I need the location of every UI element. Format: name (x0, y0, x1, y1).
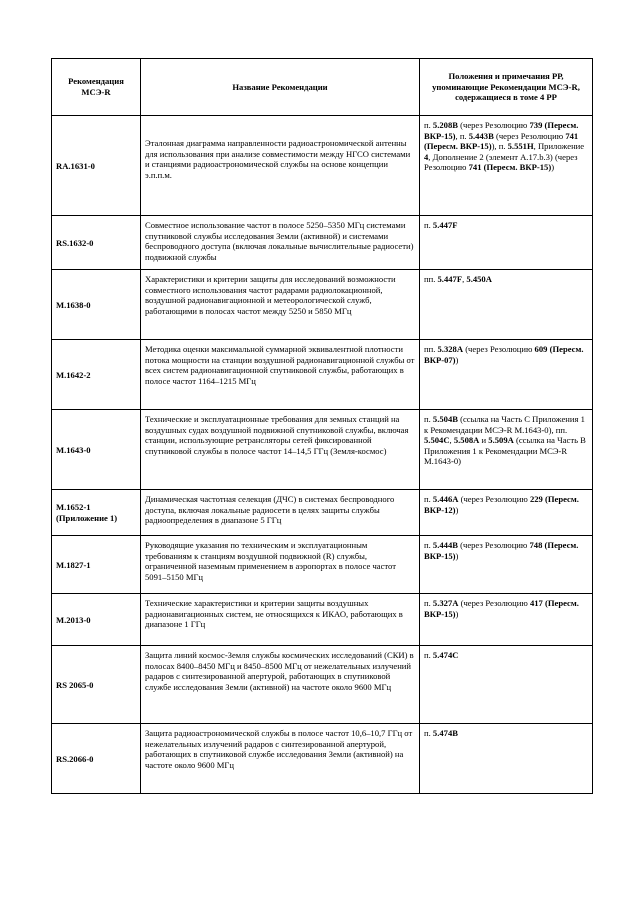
table-row (52, 216, 593, 270)
table-row (52, 724, 593, 794)
rr-provisions: п. 5.327A (через Резолюцию 417 (Пересм. ВКР-15)) (420, 594, 593, 646)
rr-provisions: п. 5.446A (через Резолюцию 229 (Пересм. ВКР-12)) (420, 490, 593, 536)
recommendation-title: Характеристики и критерии защиты для исследований возможности совместного использования частот радарами радиолокационной, воздушной радионавигационной и метеорологической служб, работающими в полосах частот между 5250 и 5850 МГц (141, 270, 420, 340)
recommendations-table (51, 58, 593, 794)
recommendation-title: Технические и эксплуатационные требования для земных станций на воздушных судах воздушной подвижной спутниковой службы, включая станции, использующие ретрансляторы сетей фиксированной спутниковой службы в полосе частот 14–14,5 ГГц (Земля-космос) (141, 410, 420, 490)
rr-provisions: пп. 5.447F, 5.450A (420, 270, 593, 340)
recommendation-code: RS.2066-0 (52, 724, 141, 794)
table-header-row (52, 59, 593, 116)
recommendation-title: Защита радиоастрономической службы в полосе частот 10,6–10,7 ГГц от нежелательных излучений радаров с синтезированной апертурой, работающих в спутниковой службе исследования Земли (активной) на частоте около 9600 МГц (141, 724, 420, 794)
table-row (52, 594, 593, 646)
recommendation-title: Динамическая частотная селекция (ДЧС) в системах беспроводного доступа, включая локальные радиосети в целях защиты службы радиоопределения в диапазоне 5 ГГц (141, 490, 420, 536)
table-row (52, 646, 593, 724)
recommendation-code: M.1652-1 (Приложение 1) (52, 490, 141, 536)
recommendation-code: M.2013-0 (52, 594, 141, 646)
recommendation-code: M.1643-0 (52, 410, 141, 490)
recommendation-code: RA.1631-0 (52, 116, 141, 216)
rr-provisions: пп. 5.328A (через Резолюцию 609 (Пересм. ВКР-07)) (420, 340, 593, 410)
recommendation-code: RS.1632-0 (52, 216, 141, 270)
rr-provisions: п. 5.474B (420, 724, 593, 794)
recommendation-code: M.1642-2 (52, 340, 141, 410)
table-body (52, 116, 593, 794)
header-recommendation: Рекомендация МСЭ-R (52, 59, 141, 116)
recommendation-title: Технические характеристики и критерии защиты воздушных радионавигационных систем, не относящихся к ИКАО, работающих в диапазоне 1 ГГц (141, 594, 420, 646)
recommendation-code: RS 2065-0 (52, 646, 141, 724)
table-row (52, 490, 593, 536)
recommendation-title: Защита линий космос-Земля службы космических исследований (СКИ) в полосах 8400–8450 МГц и 8450–8500 МГц от нежелательных излучений радаров с синтезированной апертурой, работающих в спутниковой службе исследования Земли (активной) на частоте около 9600 МГц (141, 646, 420, 724)
table-row (52, 116, 593, 216)
table-row (52, 536, 593, 594)
table-row (52, 340, 593, 410)
table-row (52, 270, 593, 340)
rr-provisions: п. 5.474C (420, 646, 593, 724)
table-row (52, 410, 593, 490)
recommendation-title: Совместное использование частот в полосе 5250–5350 МГц системами спутниковой службы исследования Земли (активной) и системами беспроводного доступа (включая локальные вычислительные радиосети) подвижной службы (141, 216, 420, 270)
header-provisions: Положения и примечания РР, упоминающие Рекомендации МСЭ-R, содержащиеся в томе 4 РР (420, 59, 593, 116)
recommendation-code: M.1638-0 (52, 270, 141, 340)
rr-provisions: п. 5.208B (через Резолюцию 739 (Пересм. ВКР-15), п. 5.443B (через Резолюцию 741 (Пересм. ВКР-15)), п. 5.551H, Приложение 4, Дополнение 2 (элемент A.17.b.3) (через Резолюцию 741 (Пересм. ВКР-15)) (420, 116, 593, 216)
rr-provisions: п. 5.444B (через Резолюцию 748 (Пересм. ВКР-15)) (420, 536, 593, 594)
recommendation-title: Эталонная диаграмма направленности радиоастрономической антенны для использования при анализе совместимости между НГСО системами и станциями радиоастрономической службы на основе концепции э.п.п.м. (141, 116, 420, 216)
recommendation-code: M.1827-1 (52, 536, 141, 594)
rr-provisions: п. 5.504B (ссылка на Часть C Приложения 1 к Рекомендации МСЭ-R M.1643-0), пп. 5.504C, 5.508A и 5.509A (ссылка на Часть B Приложения 1 к Рекомендации МСЭ-R M.1643-0) (420, 410, 593, 490)
rr-provisions: п. 5.447F (420, 216, 593, 270)
recommendation-title: Руководящие указания по техническим и эксплуатационным требованиям к станциям воздушной подвижной (R) службы, ограниченной наземным применением в аэропортах в полосе частот 5091–5150 МГц (141, 536, 420, 594)
recommendation-title: Методика оценки максимальной суммарной эквивалентной плотности потока мощности на станции воздушной радионавигационной службы от всех систем радионавигационной спутниковой службы, работающих в полосе частот 1164–1215 МГц (141, 340, 420, 410)
header-name: Название Рекомендации (141, 59, 420, 116)
